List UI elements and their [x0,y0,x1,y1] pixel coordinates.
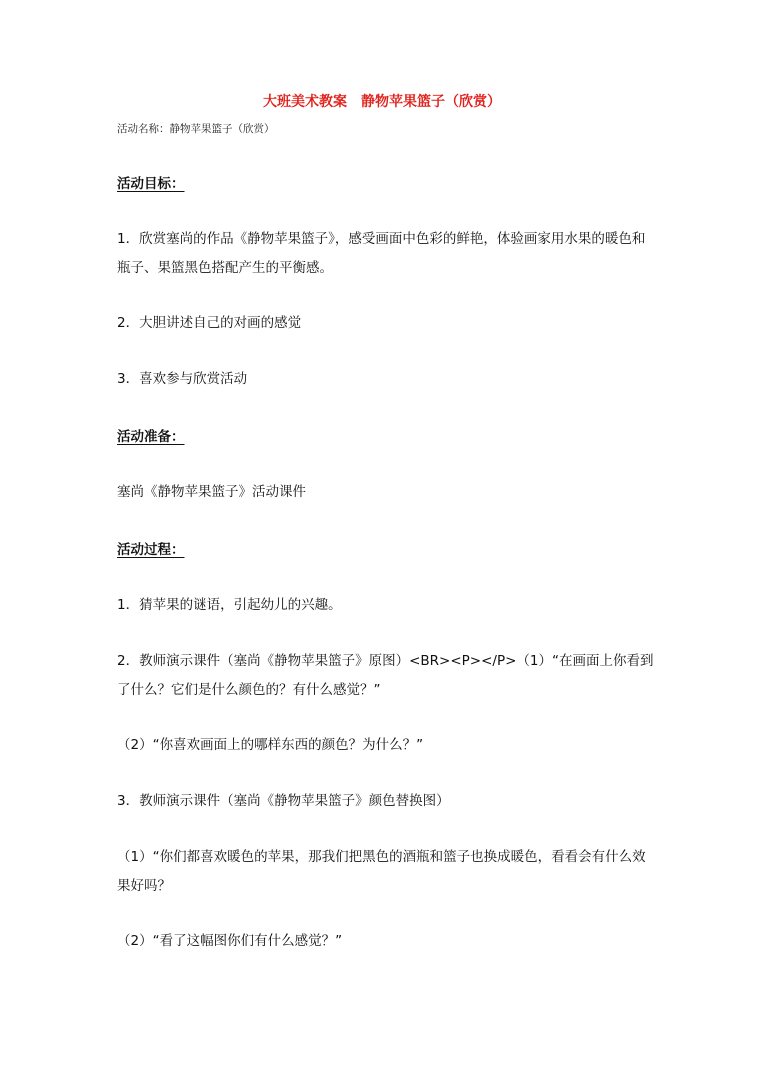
process-heading: 活动过程： [117,542,185,558]
goal-item-3: 3．喜欢参与欣赏活动 [117,371,248,387]
process-step-2: 2．教师演示课件（塞尚《静物苹果篮子》原图）<BR><P></P>（1）“在画面上你看到了什么？它们是什么颜色的？有什么感觉？” [117,653,654,698]
process-step-3: 3．教师演示课件（塞尚《静物苹果篮子》颜色替换图） [117,793,450,809]
preparation-text: 塞尚《静物苹果篮子》活动课件 [117,484,306,500]
process-step-2-question-2: （2）“你喜欢画面上的哪样东西的颜色？为什么？” [117,737,424,753]
process-step-1: 1．猜苹果的谜语，引起幼儿的兴趣。 [117,597,342,613]
activity-name-line: 活动名称：静物苹果篮子（欣赏） [117,123,275,135]
process-step-3-question-1: （1）“你们都喜欢暖色的苹果，那我们把黑色的酒瓶和篮子也换成暖色，看看会有什么效果好吗？ [117,849,646,894]
goal-item-2: 2．大胆讲述自己的对画的感觉 [117,315,302,331]
preparation-heading: 活动准备： [117,429,185,445]
goals-heading: 活动目标： [117,176,185,192]
process-step-3-question-2: （2）“看了这幅图你们有什么感觉？” [117,933,343,949]
document-title: 大班美术教案 静物苹果篮子（欣赏） [263,94,501,110]
goal-item-1: 1．欣赏塞尚的作品《静物苹果篮子》，感受画面中色彩的鲜艳，体验画家用水果的暖色和瓶子、果篮黑色搭配产生的平衡感。 [117,231,646,276]
